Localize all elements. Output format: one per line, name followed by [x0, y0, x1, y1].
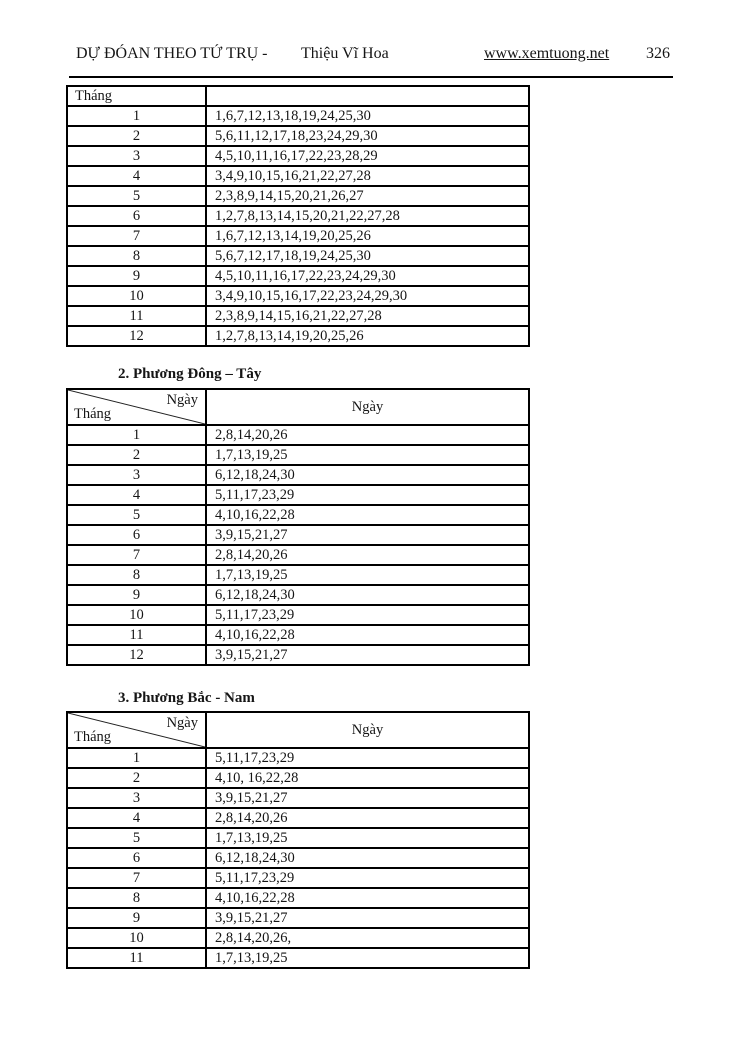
- month-cell: 2: [67, 445, 206, 465]
- days-cell: 4,10,16,22,28: [206, 505, 529, 525]
- days-cell: 4,10,16,22,28: [206, 888, 529, 908]
- month-cell: 1: [67, 106, 206, 126]
- table-row: [67, 948, 529, 968]
- corner-label-day: Ngày: [166, 392, 198, 408]
- table2-body: [67, 425, 529, 665]
- days-cell: 2,3,8,9,14,15,20,21,26,27: [206, 186, 529, 206]
- month-cell: 8: [67, 565, 206, 585]
- days-cell: 4,10, 16,22,28: [206, 768, 529, 788]
- table-row: [67, 206, 529, 226]
- table-row: [67, 465, 529, 485]
- corner-label-month: Tháng: [74, 729, 112, 745]
- month-cell: 4: [67, 485, 206, 505]
- month-cell: 3: [67, 788, 206, 808]
- month-cell: 10: [67, 286, 206, 306]
- month-cell: 9: [67, 266, 206, 286]
- table2-header-row: [67, 389, 529, 425]
- month-cell: 6: [67, 206, 206, 226]
- days-cell: 2,8,14,20,26,: [206, 928, 529, 948]
- table-row: [67, 748, 529, 768]
- table-row: [67, 625, 529, 645]
- days-cell: 4,5,10,11,16,17,22,23,24,29,30: [206, 266, 529, 286]
- header-divider: [69, 76, 673, 78]
- days-cell: 5,11,17,23,29: [206, 605, 529, 625]
- days-cell: 1,7,13,19,25: [206, 828, 529, 848]
- day-column-header: Ngày: [206, 389, 529, 425]
- north-south-table: [66, 711, 530, 969]
- month-cell: 4: [67, 808, 206, 828]
- days-cell: 5,11,17,23,29: [206, 485, 529, 505]
- table3-body: [67, 748, 529, 968]
- table-row: [67, 186, 529, 206]
- table-row: [67, 565, 529, 585]
- table-row: [67, 768, 529, 788]
- days-cell: 3,9,15,21,27: [206, 908, 529, 928]
- days-cell: 1,7,13,19,25: [206, 445, 529, 465]
- days-cell: 2,8,14,20,26: [206, 808, 529, 828]
- table-row: [67, 306, 529, 326]
- days-cell: 6,12,18,24,30: [206, 585, 529, 605]
- table-row: [67, 605, 529, 625]
- table-row: [67, 425, 529, 445]
- table-row: [67, 585, 529, 605]
- month-cell: 12: [67, 326, 206, 346]
- table-row: [67, 286, 529, 306]
- table-row: [67, 106, 529, 126]
- table-row: [67, 166, 529, 186]
- table1-body: [67, 106, 529, 346]
- table-row: [67, 126, 529, 146]
- website-link[interactable]: www.xemtuong.net: [484, 45, 610, 62]
- month-cell: 7: [67, 226, 206, 246]
- diagonal-header-cell: [67, 712, 206, 748]
- month-cell: 2: [67, 768, 206, 788]
- table-row: [67, 908, 529, 928]
- days-cell: 1,2,7,8,13,14,15,20,21,22,27,28: [206, 206, 529, 226]
- table-row: [67, 808, 529, 828]
- table-row: [67, 928, 529, 948]
- month-cell: 7: [67, 545, 206, 565]
- month-cell: 8: [67, 888, 206, 908]
- table-row: [67, 888, 529, 908]
- days-cell: 4,10,16,22,28: [206, 625, 529, 645]
- days-cell: 1,6,7,12,13,14,19,20,25,26: [206, 226, 529, 246]
- table-row: [67, 246, 529, 266]
- month-cell: 1: [67, 748, 206, 768]
- table-row: [67, 848, 529, 868]
- empty-header-cell: [206, 86, 529, 106]
- month-cell: 5: [67, 186, 206, 206]
- month-cell: 3: [67, 465, 206, 485]
- month-days-table-1: [66, 85, 530, 347]
- month-cell: 6: [67, 525, 206, 545]
- page-number: 326: [646, 45, 670, 62]
- book-title: DỰ ĐÓAN THEO TỨ TRỤ -: [76, 45, 268, 62]
- month-cell: 12: [67, 645, 206, 665]
- table1-header-row: [67, 86, 529, 106]
- month-column-header: Tháng: [67, 86, 206, 106]
- days-cell: 5,6,7,12,17,18,19,24,25,30: [206, 246, 529, 266]
- table-row: [67, 326, 529, 346]
- table-row: [67, 645, 529, 665]
- days-cell: 6,12,18,24,30: [206, 848, 529, 868]
- month-cell: 4: [67, 166, 206, 186]
- days-cell: 3,4,9,10,15,16,17,22,23,24,29,30: [206, 286, 529, 306]
- days-cell: 1,2,7,8,13,14,19,20,25,26: [206, 326, 529, 346]
- month-cell: 1: [67, 425, 206, 445]
- month-cell: 9: [67, 585, 206, 605]
- month-cell: 11: [67, 625, 206, 645]
- table-row: [67, 828, 529, 848]
- days-cell: 1,6,7,12,13,18,19,24,25,30: [206, 106, 529, 126]
- table-row: [67, 545, 529, 565]
- table-row: [67, 505, 529, 525]
- days-cell: 3,9,15,21,27: [206, 788, 529, 808]
- table-row: [67, 445, 529, 465]
- days-cell: 6,12,18,24,30: [206, 465, 529, 485]
- month-cell: 8: [67, 246, 206, 266]
- days-cell: 1,7,13,19,25: [206, 565, 529, 585]
- days-cell: 2,3,8,9,14,15,16,21,22,27,28: [206, 306, 529, 326]
- days-cell: 3,9,15,21,27: [206, 525, 529, 545]
- month-cell: 5: [67, 505, 206, 525]
- days-cell: 5,11,17,23,29: [206, 748, 529, 768]
- table-row: [67, 868, 529, 888]
- table3-header-row: [67, 712, 529, 748]
- month-cell: 5: [67, 828, 206, 848]
- month-cell: 3: [67, 146, 206, 166]
- days-cell: 3,4,9,10,15,16,21,22,27,28: [206, 166, 529, 186]
- month-cell: 10: [67, 605, 206, 625]
- days-cell: 2,8,14,20,26: [206, 425, 529, 445]
- corner-label-day: Ngày: [166, 715, 198, 731]
- month-cell: 10: [67, 928, 206, 948]
- table-row: [67, 146, 529, 166]
- month-cell: 6: [67, 848, 206, 868]
- days-cell: 4,5,10,11,16,17,22,23,28,29: [206, 146, 529, 166]
- month-cell: 7: [67, 868, 206, 888]
- days-cell: 1,7,13,19,25: [206, 948, 529, 968]
- table-row: [67, 485, 529, 505]
- days-cell: 5,6,11,12,17,18,23,24,29,30: [206, 126, 529, 146]
- days-cell: 2,8,14,20,26: [206, 545, 529, 565]
- author-name: Thiệu Vĩ Hoa: [301, 45, 389, 62]
- east-west-table: [66, 388, 530, 666]
- days-cell: 3,9,15,21,27: [206, 645, 529, 665]
- corner-label-month: Tháng: [74, 406, 112, 422]
- month-cell: 2: [67, 126, 206, 146]
- section-3-title: 3. Phương Bắc - Nam: [118, 690, 255, 706]
- month-cell: 11: [67, 306, 206, 326]
- month-cell: 9: [67, 908, 206, 928]
- table-row: [67, 266, 529, 286]
- day-column-header: Ngày: [206, 712, 529, 748]
- table-row: [67, 525, 529, 545]
- table-row: [67, 226, 529, 246]
- section-2-title: 2. Phương Đông – Tây: [118, 366, 262, 382]
- diagonal-header-cell: [67, 389, 206, 425]
- days-cell: 5,11,17,23,29: [206, 868, 529, 888]
- table-row: [67, 788, 529, 808]
- month-cell: 11: [67, 948, 206, 968]
